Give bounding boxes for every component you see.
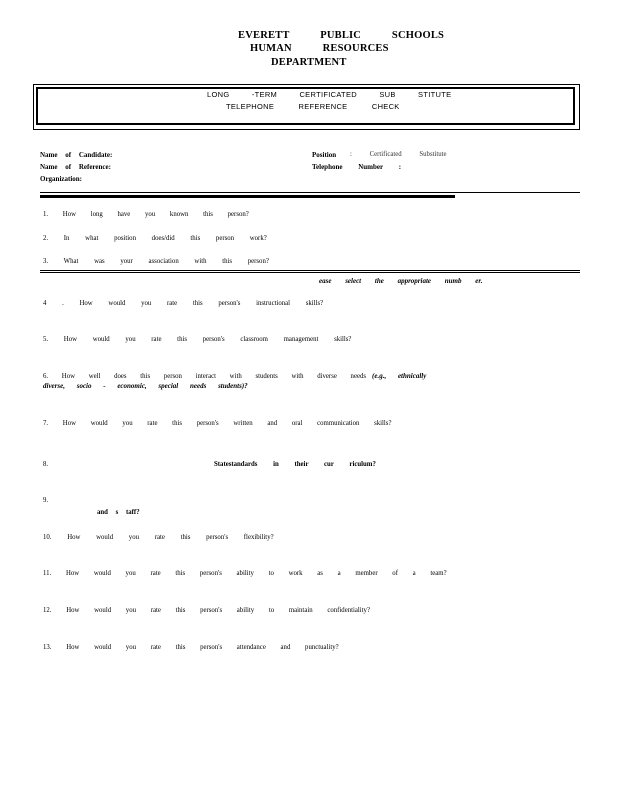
reference-name-label: Name of Reference: — [40, 163, 111, 171]
question-1: 1. How long have you known this person? — [43, 211, 249, 218]
question-6: 6. How well does this person interact with students with diverse needs — [43, 373, 367, 380]
divider-middle-2 — [40, 272, 580, 273]
telephone-label: Telephone Number : — [312, 163, 402, 171]
divider-top — [40, 192, 580, 193]
candidate-name-label: Name of Candidate: — [40, 151, 113, 159]
question-10: 10. How would you rate this person's flexibility? — [43, 534, 274, 541]
question-4: 4 . How would you rate this person's instructional skills? — [43, 300, 324, 307]
department-title: HUMAN RESOURCES — [250, 43, 389, 54]
question-6-example: (e.g., ethnically — [372, 372, 427, 380]
position-label: Position — [312, 151, 337, 159]
question-13: 13. How would you rate this person's attendance and punctuality? — [43, 644, 339, 651]
question-8: Statestandards in their cur riculum? — [214, 461, 376, 468]
question-2: 2. In what position does/did this person work? — [43, 235, 267, 242]
position-options: : Certificated Substitute — [350, 151, 447, 158]
rating-instruction: ease select the appropriate numb er. — [319, 277, 483, 285]
question-5: 5. How would you rate this person's classroom management skills? — [43, 336, 352, 343]
question-7: 7. How would you rate this person's written and oral communication skills? — [43, 420, 392, 427]
question-6-continued: diverse, socio - economic, special needs students)? — [43, 382, 248, 390]
form-title: LONG -TERM CERTIFICATED SUB STITUTE — [207, 90, 452, 99]
question-12: 12. How would you rate this person's ability to maintain confidentiality? — [43, 607, 370, 614]
divider-middle — [40, 270, 580, 271]
question-9-number: 9. — [43, 497, 49, 504]
divider-top-thick — [40, 195, 455, 198]
question-8-number: 8. — [43, 461, 49, 468]
question-9: and s taff? — [97, 509, 140, 516]
form-subtitle: TELEPHONE REFERENCE CHECK — [226, 102, 400, 111]
question-3: 3. What was your association with this person? — [43, 258, 269, 265]
district-title: EVERETT PUBLIC SCHOOLS — [238, 30, 445, 41]
department-subtitle: DEPARTMENT — [271, 57, 347, 68]
question-11: 11. How would you rate this person's ability to work as a member of a team? — [43, 570, 447, 577]
organization-label: Organization: — [40, 175, 82, 183]
